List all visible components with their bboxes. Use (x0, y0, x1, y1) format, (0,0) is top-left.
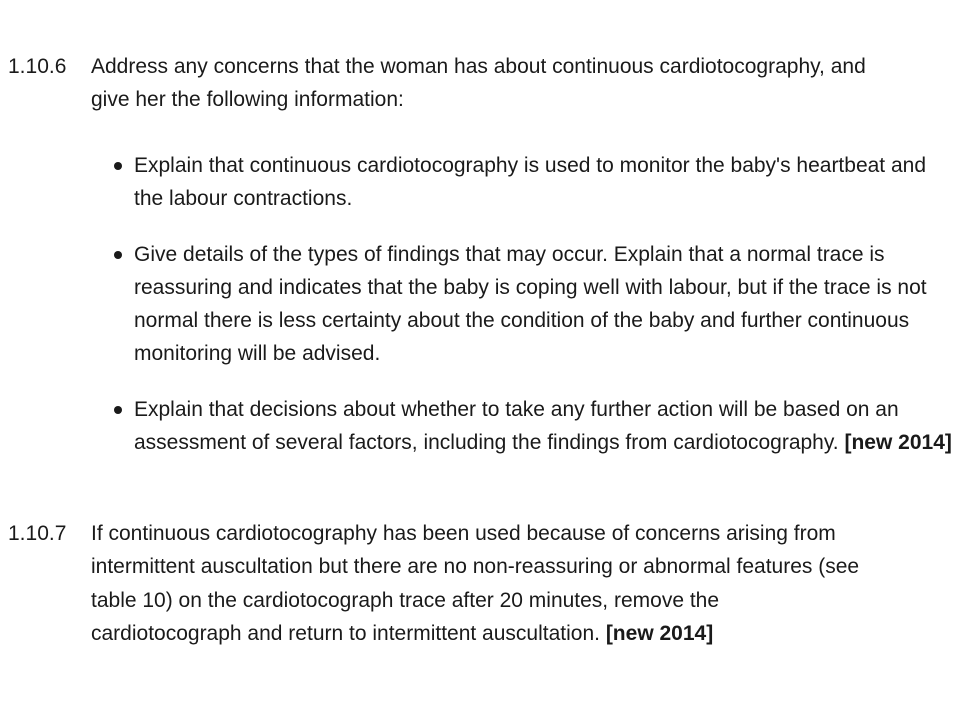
information-bullet-list (114, 149, 954, 481)
bullet-item (114, 393, 954, 460)
bullet-icon (114, 162, 122, 170)
bullet-icon (114, 406, 122, 414)
new-2014-tag: [new 2014] (844, 431, 952, 455)
bullet-text: Give details of the types of findings that may occur. Explain that a normal trace is reassuring and indicates that the baby is coping well with labour, but if the trace is not normal there is less certainty about the condition of the baby and further continuous monitoring will be advised. (134, 242, 927, 366)
bullet-icon (114, 251, 122, 259)
recommendation-text (91, 517, 866, 650)
bullet-item (114, 149, 954, 216)
recommendation-text (91, 50, 881, 117)
recommendation-number: 1.10.7 (8, 522, 67, 545)
recommendation-1-10-6 (8, 50, 948, 117)
new-2014-tag: [new 2014] (605, 621, 714, 645)
recommendation-1-10-7 (8, 517, 948, 650)
bullet-text: Explain that continuous cardiotocography is used to monitor the baby's heartbeat and the labour contractions. (134, 154, 927, 211)
bullet-text: Explain that decisions about whether to take any further action will be based on an assessment of several factors, including the findings from cardiotocography. (134, 397, 899, 455)
recommendation-number: 1.10.6 (8, 55, 67, 78)
recommendation-text-content: Address any concerns that the woman has about continuous cardiotocography, and give her the following information: (91, 55, 866, 112)
recommendation-text-content: If continuous cardiotocography has been used because of concerns arising from intermittent auscultation but there are no non-reassuring or abnormal features (see table 10) on the cardiotocograph trace after 20 minutes, remove the cardiotocograph and return to intermittent auscultation. (91, 522, 860, 645)
bullet-item (114, 238, 954, 371)
